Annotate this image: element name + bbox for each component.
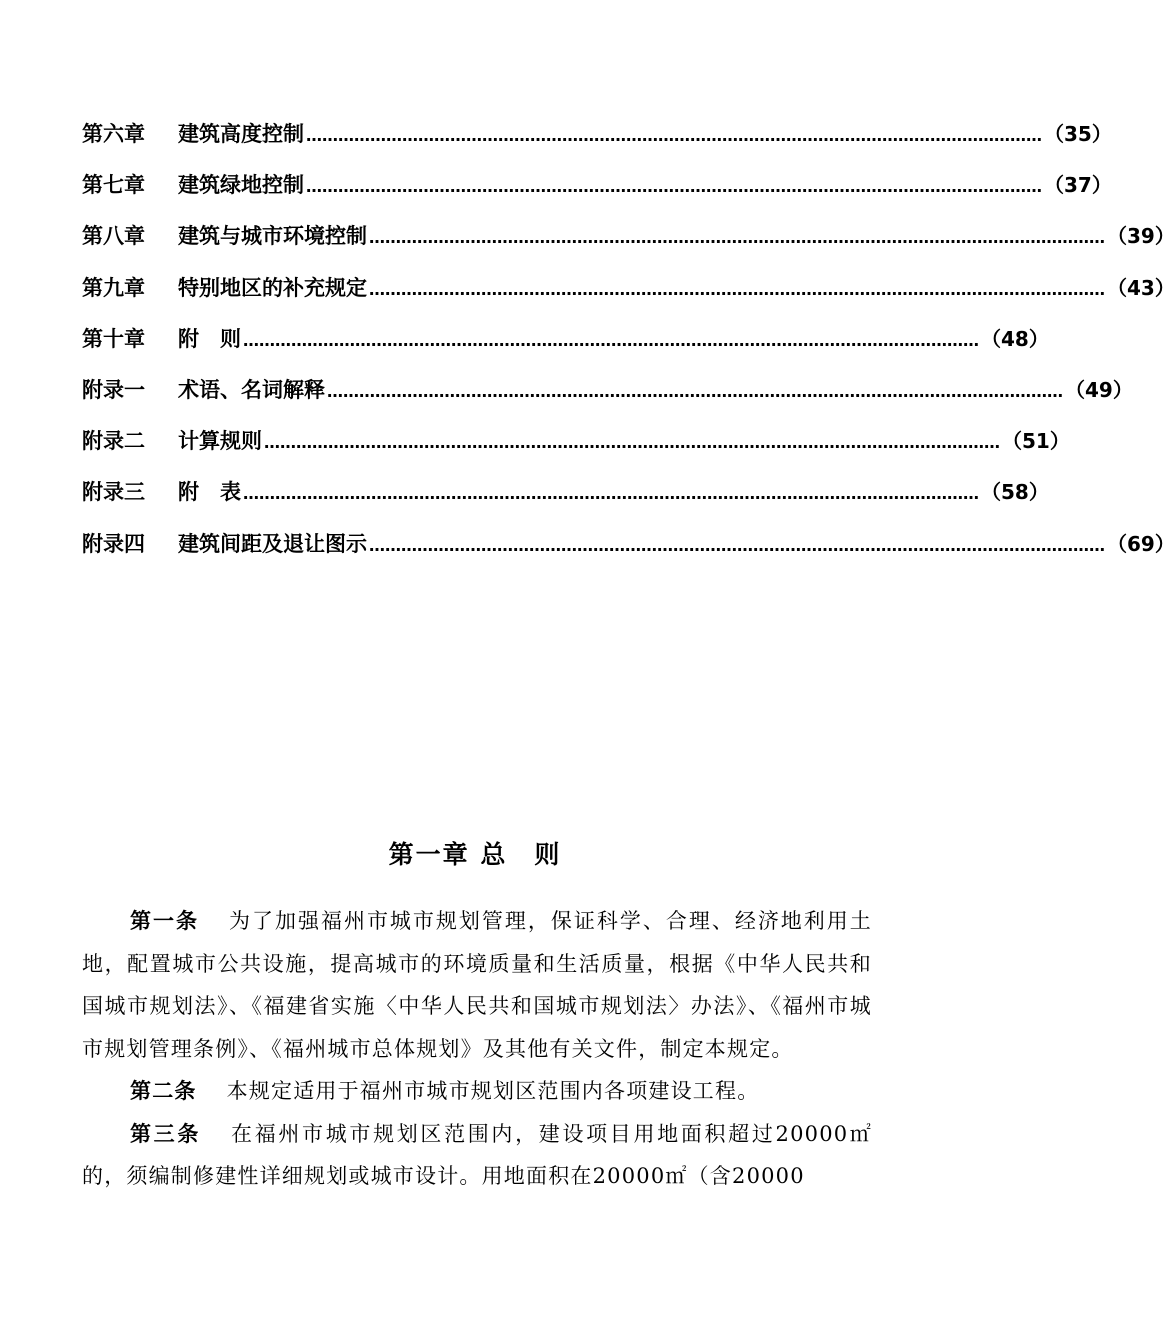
toc-row[interactable]: [82, 118, 1112, 169]
toc-dot-leader: …………………………………………………………………………………………………………………………: [306, 177, 1042, 197]
article-text: 为了加强福州市城市规划管理，保证科学、合理、经济地利用土地，配置城市公共设施，提高城市的环境质量和生活质量，根据《中华人民共和国城市规划法》、《福建省实施〈中华人民共和国城市规划法〉办法》、《福州市城市规划管理条例》、《福州城市总体规划》及其他有关文件，制定本规定。: [82, 909, 872, 1061]
toc-chapter-title: 建筑高度控制: [178, 122, 304, 146]
toc-chapter-title: 附 则: [178, 326, 241, 351]
toc-dot-leader: …………………………………………………………………………………………………………………………: [369, 535, 1105, 555]
toc-chapter-title: 附 表: [178, 480, 241, 505]
toc-row[interactable]: [82, 476, 1049, 527]
toc-dot-leader: …………………………………………………………………………………………………………………………: [327, 381, 1063, 401]
chapter-title: 第一章 总 则: [388, 839, 562, 869]
toc-page-number: （35）: [1044, 122, 1112, 146]
toc-dot-leader: …………………………………………………………………………………………………………………………: [306, 126, 1042, 145]
toc-page-number: （39）: [1107, 224, 1175, 249]
article-paragraph: [82, 1070, 872, 1113]
toc-row[interactable]: [82, 528, 1175, 579]
toc-chapter-title: 建筑间距及退让图示: [178, 531, 367, 556]
toc-page-number: （69）: [1107, 531, 1175, 556]
toc-row[interactable]: [82, 220, 1175, 271]
toc-dot-leader: …………………………………………………………………………………………………………………………: [243, 484, 979, 504]
toc-chapter-title: 建筑绿地控制: [178, 173, 304, 198]
toc-chapter-title: 计算规则: [178, 429, 262, 454]
toc-chapter-number: 第六章: [82, 122, 145, 146]
toc-page-number: （43）: [1107, 275, 1175, 300]
toc-chapter-number: 第七章: [82, 173, 145, 198]
toc-row[interactable]: [82, 374, 1133, 425]
toc-row[interactable]: [82, 169, 1112, 220]
toc-chapter-number: 第十章: [82, 326, 145, 351]
toc-page-number: （48）: [981, 326, 1049, 351]
toc-chapter-number: 附录一: [82, 377, 145, 402]
toc-dot-leader: …………………………………………………………………………………………………………………………: [369, 228, 1105, 248]
table-of-contents: [82, 118, 1175, 579]
toc-dot-leader: …………………………………………………………………………………………………………………………: [369, 279, 1105, 299]
toc-chapter-title: 术语、名词解释: [178, 377, 325, 402]
toc-chapter-number: 第九章: [82, 275, 145, 300]
article-label: 第三条: [130, 1121, 202, 1146]
article-paragraph: [82, 1113, 872, 1198]
toc-page-number: （58）: [981, 480, 1049, 505]
article-label: 第一条: [130, 909, 199, 933]
article-label: 第二条: [130, 1079, 197, 1103]
toc-row[interactable]: [82, 425, 1070, 476]
toc-row[interactable]: [82, 323, 1049, 374]
toc-chapter-number: 第八章: [82, 224, 145, 249]
chapter-body: [82, 900, 872, 1198]
toc-row[interactable]: [82, 272, 1175, 323]
toc-dot-leader: …………………………………………………………………………………………………………………………: [264, 433, 1000, 453]
toc-chapter-title: 建筑与城市环境控制: [178, 224, 367, 249]
article-paragraph: [82, 900, 872, 1070]
toc-page-number: （37）: [1044, 173, 1112, 198]
toc-page-number: （51）: [1002, 429, 1070, 454]
toc-chapter-number: 附录二: [82, 429, 145, 454]
toc-dot-leader: …………………………………………………………………………………………………………………………: [243, 330, 979, 350]
toc-chapter-title: 特别地区的补充规定: [178, 275, 367, 300]
article-text: 本规定适用于福州市城市规划区范围内各项建设工程。: [226, 1079, 760, 1103]
toc-chapter-number: 附录三: [82, 480, 145, 505]
article-text: 在福州市城市规划区范围内，建设项目用地面积超过20000㎡的，须编制修建性详细规划或城市设计。用地面积在20000㎡（含20000: [82, 1121, 872, 1188]
toc-chapter-number: 附录四: [82, 531, 145, 556]
toc-page-number: （49）: [1065, 377, 1133, 402]
